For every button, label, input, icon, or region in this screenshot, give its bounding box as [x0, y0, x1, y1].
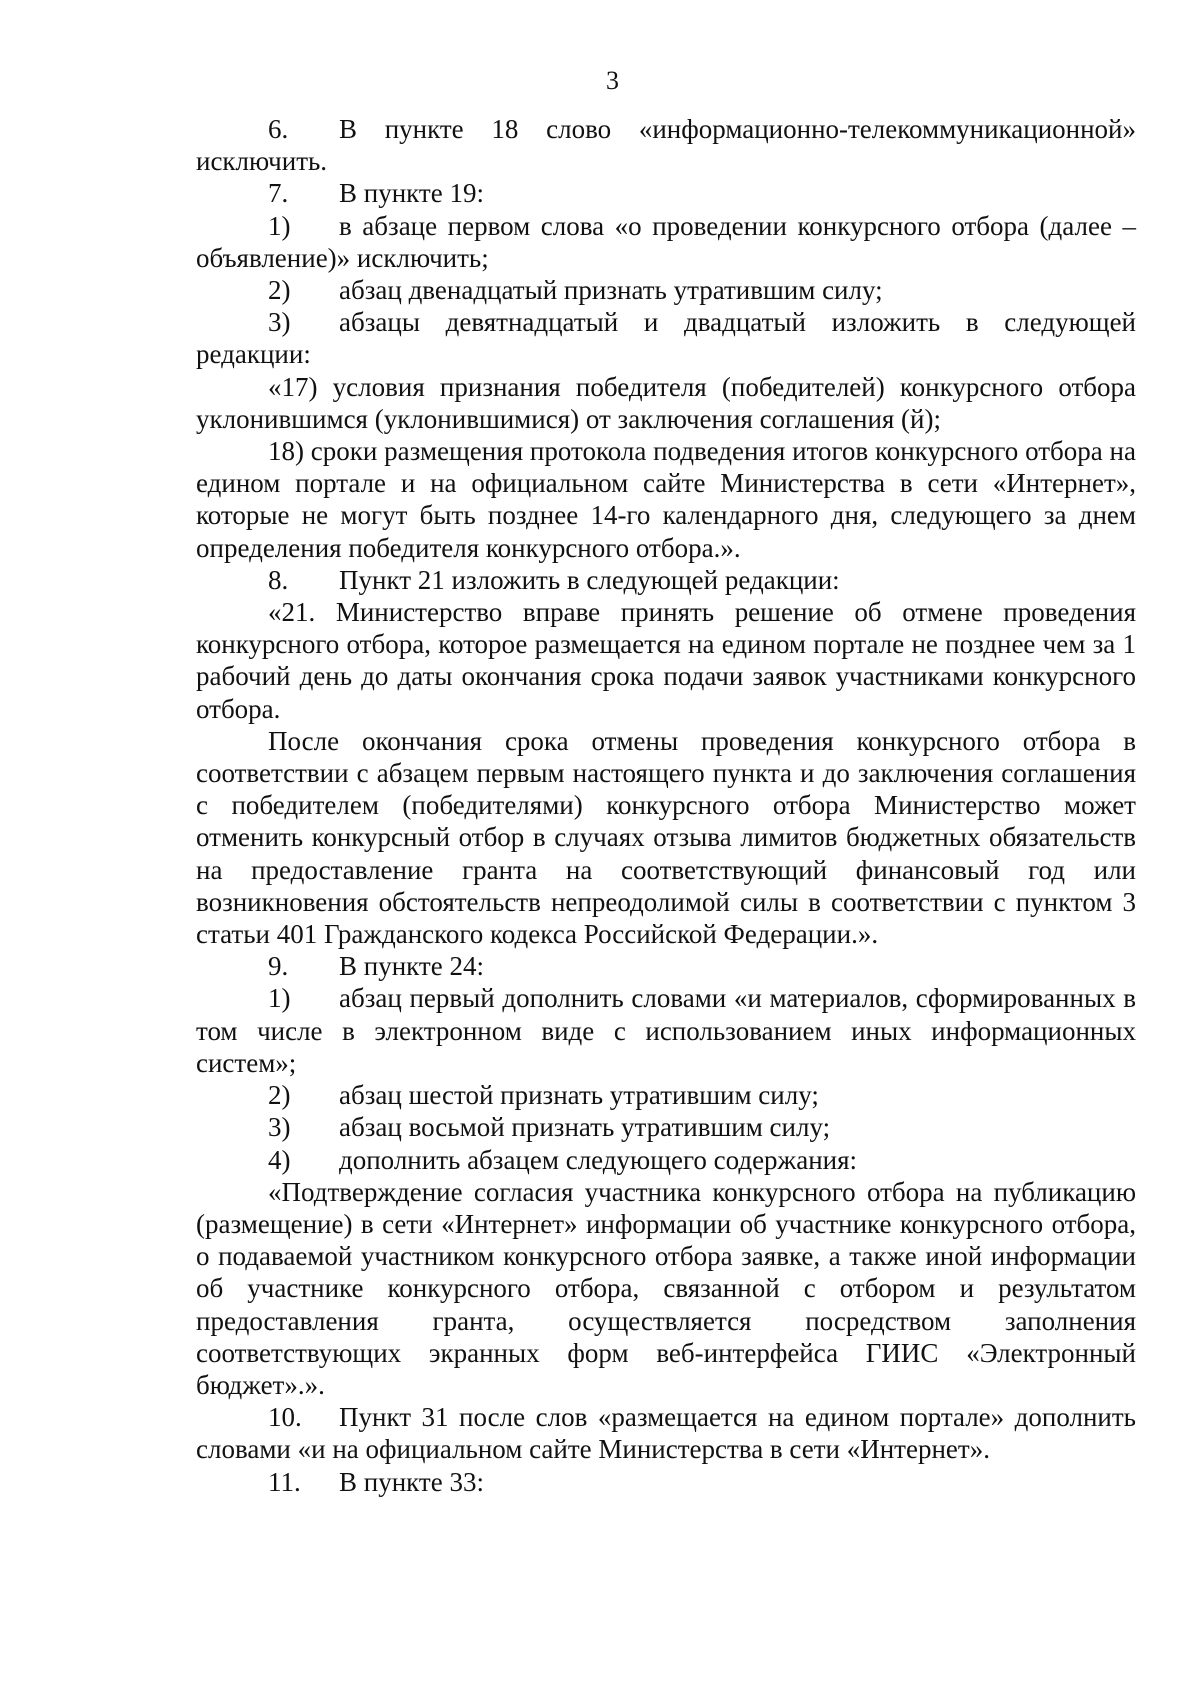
item-text: абзац восьмой признать утратившим силу; — [339, 1112, 831, 1143]
item-6 — [196, 113, 1136, 177]
subitem-9-2 — [196, 1079, 1136, 1111]
item-10 — [196, 1401, 1136, 1465]
subitem-9-3 — [196, 1111, 1136, 1143]
page-number: 3 — [606, 66, 619, 95]
item-number: 2) — [268, 275, 291, 306]
item-number: 6. — [268, 114, 289, 144]
item-number: 10. — [268, 1402, 302, 1433]
item-9 — [196, 950, 1136, 982]
subitem-7-1 — [196, 210, 1136, 274]
item-text: абзац шестой признать утратившим силу; — [339, 1080, 819, 1111]
item-text: В пункте 33: — [339, 1466, 484, 1497]
item-text: Пункт 31 после слов «размещается на едином портале» дополнить словами «и на официальном сайте Министерства в сети «Интернет». — [196, 1402, 1136, 1465]
subitem-9-4 — [196, 1144, 1136, 1176]
item-text: Пункт 21 изложить в следующей редакции: — [339, 564, 840, 595]
document-body — [196, 113, 1136, 1498]
item-number: 3) — [268, 307, 291, 338]
item-number: 1) — [268, 983, 291, 1014]
item-number: 1) — [268, 210, 291, 241]
item-number: 7. — [268, 178, 289, 209]
subitem-7-2 — [196, 274, 1136, 306]
subitem-9-1 — [196, 982, 1136, 1079]
item-number: 2) — [268, 1080, 291, 1111]
item-text: в абзаце первом слова «о проведении конкурсного отбора (далее – объявление)» исключить; — [196, 210, 1136, 273]
item-text: В пункте 18 слово «информационно-телекоммуникационной» исключить. — [196, 114, 1136, 177]
item-11 — [196, 1466, 1136, 1498]
item-text: абзацы девятнадцатый и двадцатый изложить в следующей редакции: — [196, 307, 1136, 370]
quoted-paragraph-consent: «Подтверждение согласия участника конкурсного отбора на публикацию (размещение) в сети «Интернет» информации об участнике конкурсного отбора, о подаваемой участником конкурсного отбора заявке, а также иной информации об участнике конкурсного отбора, связанной с отбором и результатом предоставления гранта, осуществляется посредством заполнения соответствующих экранных форм веб-интерфейса ГИИС «Электронный бюджет».». — [196, 1176, 1136, 1400]
item-text: абзац первый дополнить словами «и материалов, сформированных в том числе в электронном виде с использованием иных информационных систем»; — [196, 983, 1136, 1078]
item-8 — [196, 564, 1136, 596]
item-text: дополнить абзацем следующего содержания: — [339, 1144, 858, 1175]
item-text: В пункте 19: — [339, 178, 484, 209]
quoted-paragraph-21-cont: После окончания срока отмены проведения конкурсного отбора в соответствии с абзацем первым настоящего пункта и до заключения соглашения с победителем (победителями) конкурсного отбора Министерство может отменить конкурсный отбор в случаях отзыва лимитов бюджетных обязательств на предоставление гранта на соответствующий финансовый год или возникновения обстоятельств непреодолимой силы в соответствии с пунктом 3 статьи 401 Гражданского кодекса Российской Федерации.». — [196, 725, 1136, 950]
quoted-paragraph-17: «17) условия признания победителя (победителей) конкурсного отбора уклонившимся (уклонившимися) от заключения соглашения (й); — [196, 371, 1136, 434]
item-number: 3) — [268, 1112, 291, 1143]
item-7 — [196, 177, 1136, 209]
item-number: 4) — [268, 1144, 291, 1175]
item-number: 8. — [268, 564, 289, 595]
subitem-7-3 — [196, 306, 1136, 370]
item-text: абзац двенадцатый признать утратившим силу; — [339, 275, 883, 306]
item-number: 11. — [268, 1466, 301, 1497]
quoted-paragraph-21: «21. Министерство вправе принять решение об отмене проведения конкурсного отбора, которое размещается на едином портале не позднее чем за 1 рабочий день до даты окончания срока подачи заявок участниками конкурсного отбора. — [196, 597, 1136, 724]
quoted-paragraph-18: 18) сроки размещения протокола подведения итогов конкурсного отбора на едином портале и на официальном сайте Министерства в сети «Интернет», которые не могут быть позднее 14-го календарного дня, следующего за днем определения победителя конкурсного отбора.». — [196, 436, 1136, 563]
item-number: 9. — [268, 951, 289, 982]
item-text: В пункте 24: — [339, 951, 484, 982]
